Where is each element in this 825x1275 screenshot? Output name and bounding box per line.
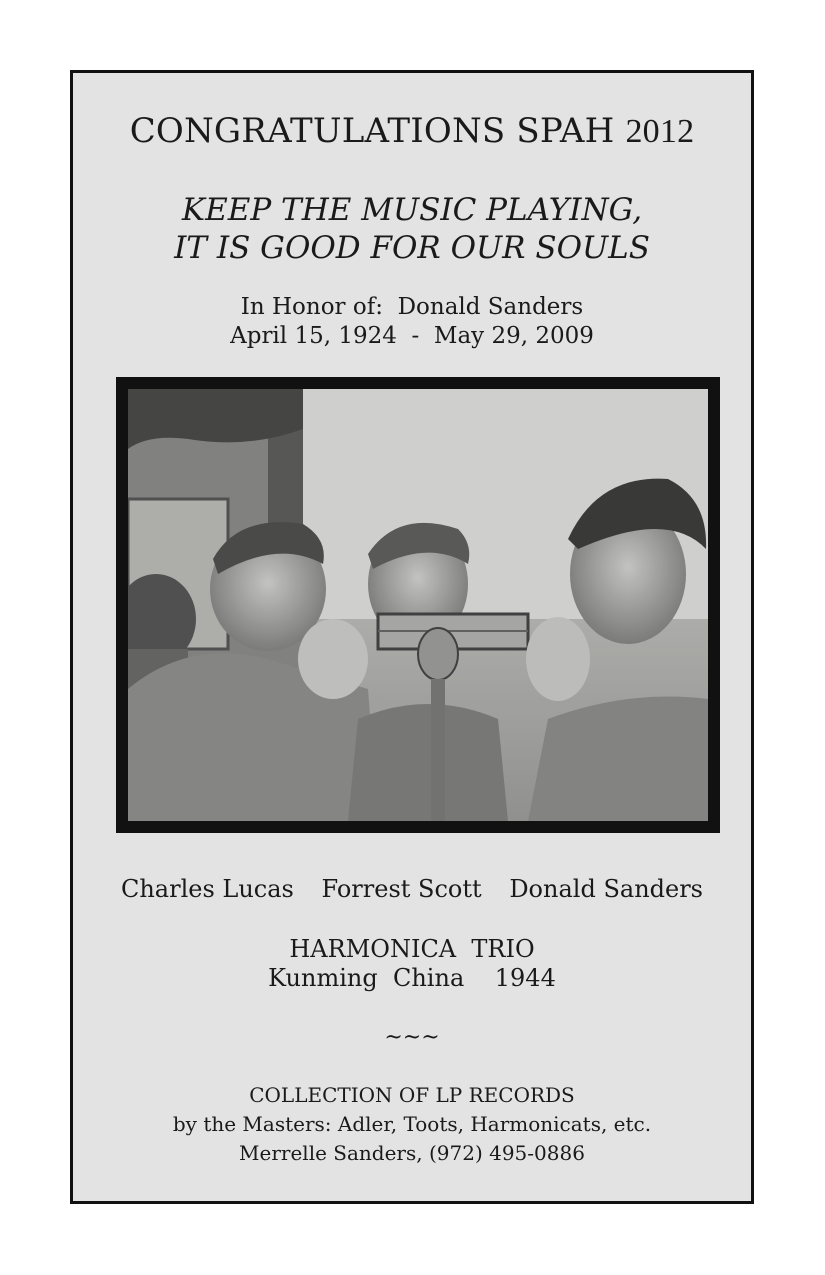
memorial-card <box>70 70 754 1204</box>
motto <box>73 191 751 267</box>
name-forrest-scott: Forrest Scott <box>321 875 482 903</box>
collection-by: by the Masters: Adler, Toots, Harmonicats, etc. <box>172 1112 652 1136</box>
collection-title: COLLECTION OF LP RECORDS <box>249 1083 575 1107</box>
trio-photo <box>128 389 708 821</box>
honor-line: In Honor of: Donald Sanders <box>240 294 584 320</box>
collection-block <box>73 1081 751 1168</box>
name-charles-lucas: Charles Lucas <box>120 875 294 903</box>
honor-block <box>73 293 751 351</box>
motto-line-2: IT IS GOOD FOR OUR SOULS <box>174 230 650 266</box>
group-title: HARMONICA TRIO <box>289 935 535 963</box>
name-donald-sanders: Donald Sanders <box>509 875 703 903</box>
photo-icon <box>128 389 708 821</box>
names-line <box>73 875 751 903</box>
divider: ~~~ <box>384 1025 440 1050</box>
group-block <box>73 935 751 993</box>
collection-contact: Merrelle Sanders, (972) 495-0886 <box>239 1141 585 1165</box>
dates-line: April 15, 1924 - May 29, 2009 <box>230 323 594 349</box>
group-location: Kunming China 1944 <box>268 964 556 992</box>
headline-text: CONGRATULATIONS SPAH <box>129 111 615 151</box>
headline <box>73 111 751 151</box>
photo-frame <box>116 377 720 833</box>
headline-year: 2012 <box>625 113 695 150</box>
motto-line-1: KEEP THE MUSIC PLAYING, <box>181 192 643 228</box>
